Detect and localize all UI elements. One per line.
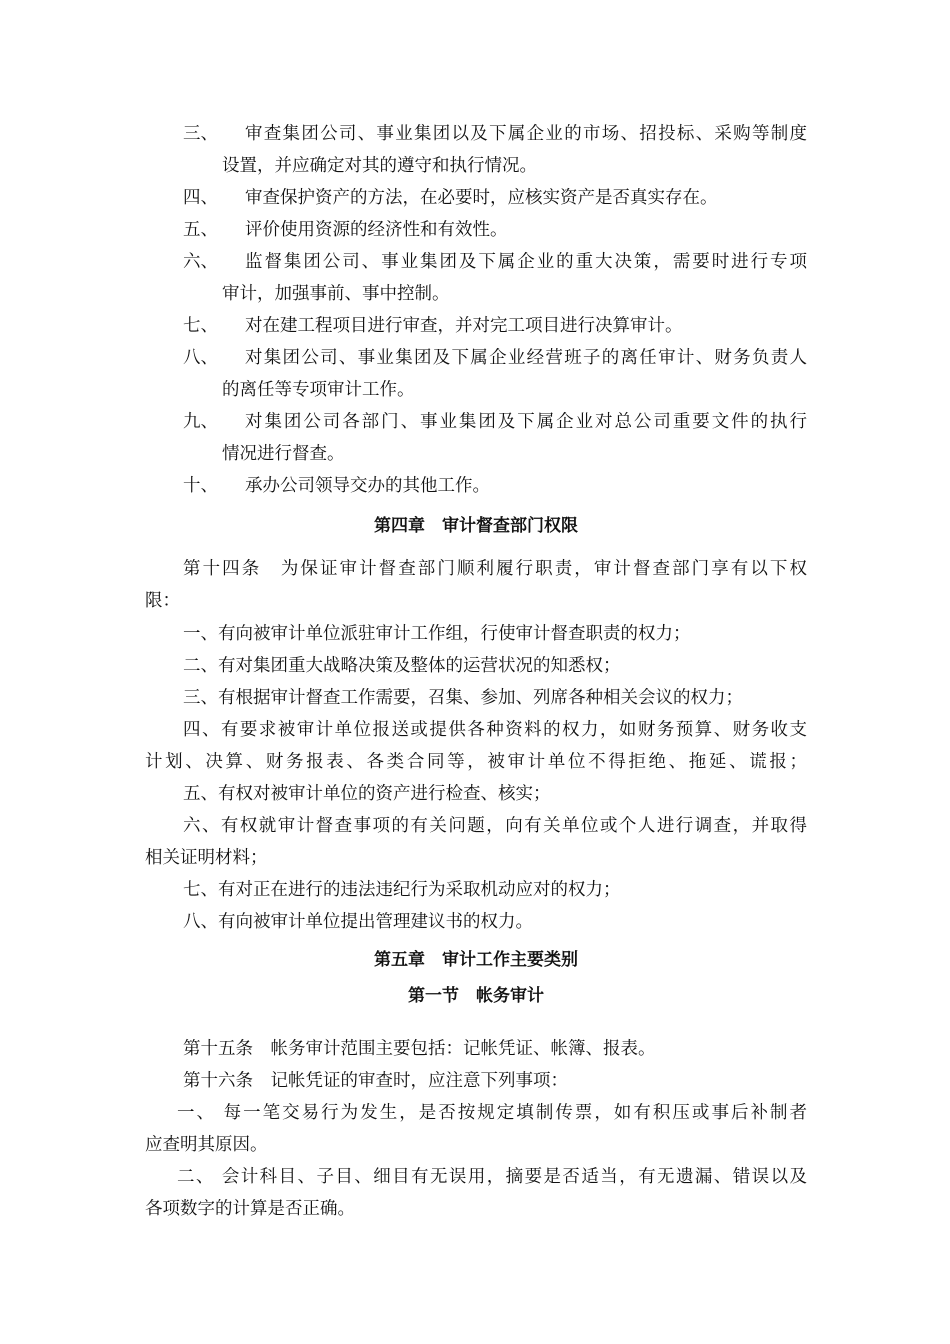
duty-item-10	[0, 470, 950, 502]
duty-number: 四、	[183, 188, 218, 208]
duty-item-8-cont	[0, 374, 950, 406]
duty-item-5	[0, 214, 950, 246]
duty-number: 七、	[183, 316, 218, 336]
right-4-line1: 四、有要求被审计单位报送或提供各种资料的权力，如财务预算、财务收支	[183, 720, 807, 740]
right-3: 三、有根据审计督查工作需要，召集、参加、列席各种相关会议的权力；	[183, 688, 743, 708]
right-4-line2: 计划、决算、财务报表、各类合同等，被审计单位不得拒绝、拖延、谎报；	[145, 752, 807, 772]
audit-item-2-line1: 二、 会计科目、子目、细目有无误用，摘要是否适当，有无遗漏、错误以及	[177, 1167, 807, 1187]
duty-text: 评价使用资源的经济性和有效性。	[245, 220, 508, 240]
duty-item-6	[0, 246, 950, 278]
audit-item-2-line2: 各项数字的计算是否正确。	[145, 1199, 355, 1219]
duty-number: 八、	[183, 348, 218, 368]
duty-number: 六、	[183, 252, 218, 272]
article-15: 第十五条 帐务审计范围主要包括：记帐凭证、帐簿、报表。	[183, 1039, 656, 1059]
duty-text: 对集团公司各部门、事业集团及下属企业对总公司重要文件的执行	[245, 412, 807, 432]
duty-item-7	[0, 310, 950, 342]
duty-item-3-cont	[0, 150, 950, 182]
right-6-line1: 六、有权就审计督查事项的有关问题，向有关单位或个人进行调查，并取得	[183, 816, 807, 836]
duty-number: 十、	[183, 476, 218, 496]
duty-number: 五、	[183, 220, 218, 240]
duty-text: 监督集团公司、事业集团及下属企业的重大决策，需要时进行专项	[245, 252, 807, 272]
duty-item-3	[0, 118, 950, 150]
right-6-line2: 相关证明材料；	[145, 848, 268, 868]
duty-item-8	[0, 342, 950, 374]
chapter-4-heading: 第四章 审计督查部门权限	[374, 516, 578, 536]
article-16: 第十六条 记帐凭证的审查时，应注意下列事项：	[183, 1071, 568, 1091]
article-14-line2: 限：	[145, 591, 180, 611]
duty-item-6-cont	[0, 278, 950, 310]
duty-number: 三、	[183, 124, 218, 144]
duty-item-9	[0, 406, 950, 438]
duty-text: 承办公司领导交办的其他工作。	[245, 476, 490, 496]
duty-text: 对在建工程项目进行审查，并对完工项目进行决算审计。	[245, 316, 683, 336]
duty-text-cont: 设置，并应确定对其的遵守和执行情况。	[222, 156, 537, 176]
duty-number: 九、	[183, 412, 218, 432]
duty-text-cont: 审计，加强事前、事中控制。	[222, 284, 450, 304]
duty-text-cont: 的离任等专项审计工作。	[222, 380, 415, 400]
duty-text: 对集团公司、事业集团及下属企业经营班子的离任审计、财务负责人	[245, 348, 807, 368]
right-2: 二、有对集团重大战略决策及整体的运营状况的知悉权；	[183, 656, 621, 676]
audit-item-1-line2: 应查明其原因。	[145, 1135, 268, 1155]
audit-item-1-line1: 一、 每一笔交易行为发生，是否按规定填制传票，如有积压或事后补制者	[177, 1103, 807, 1123]
duty-text: 审查保护资产的方法，在必要时，应核实资产是否真实存在。	[245, 188, 718, 208]
duty-text-cont: 情况进行督查。	[222, 444, 345, 464]
section-1-heading: 第一节 帐务审计	[408, 986, 544, 1006]
right-1: 一、有向被审计单位派驻审计工作组，行使审计督查职责的权力；	[183, 624, 691, 644]
duty-item-9-cont	[0, 438, 950, 470]
right-5: 五、有权对被审计单位的资产进行检查、核实；	[183, 784, 551, 804]
chapter-5-heading: 第五章 审计工作主要类别	[374, 950, 578, 970]
duty-text: 审查集团公司、事业集团以及下属企业的市场、招投标、采购等制度	[245, 124, 807, 144]
duty-item-4	[0, 182, 950, 214]
right-8: 八、有向被审计单位提出管理建议书的权力。	[183, 912, 533, 932]
article-14-line1: 第十四条 为保证审计督查部门顺利履行职责，审计督查部门享有以下权	[183, 559, 807, 579]
right-7: 七、有对正在进行的违法违纪行为采取机动应对的权力；	[183, 880, 621, 900]
